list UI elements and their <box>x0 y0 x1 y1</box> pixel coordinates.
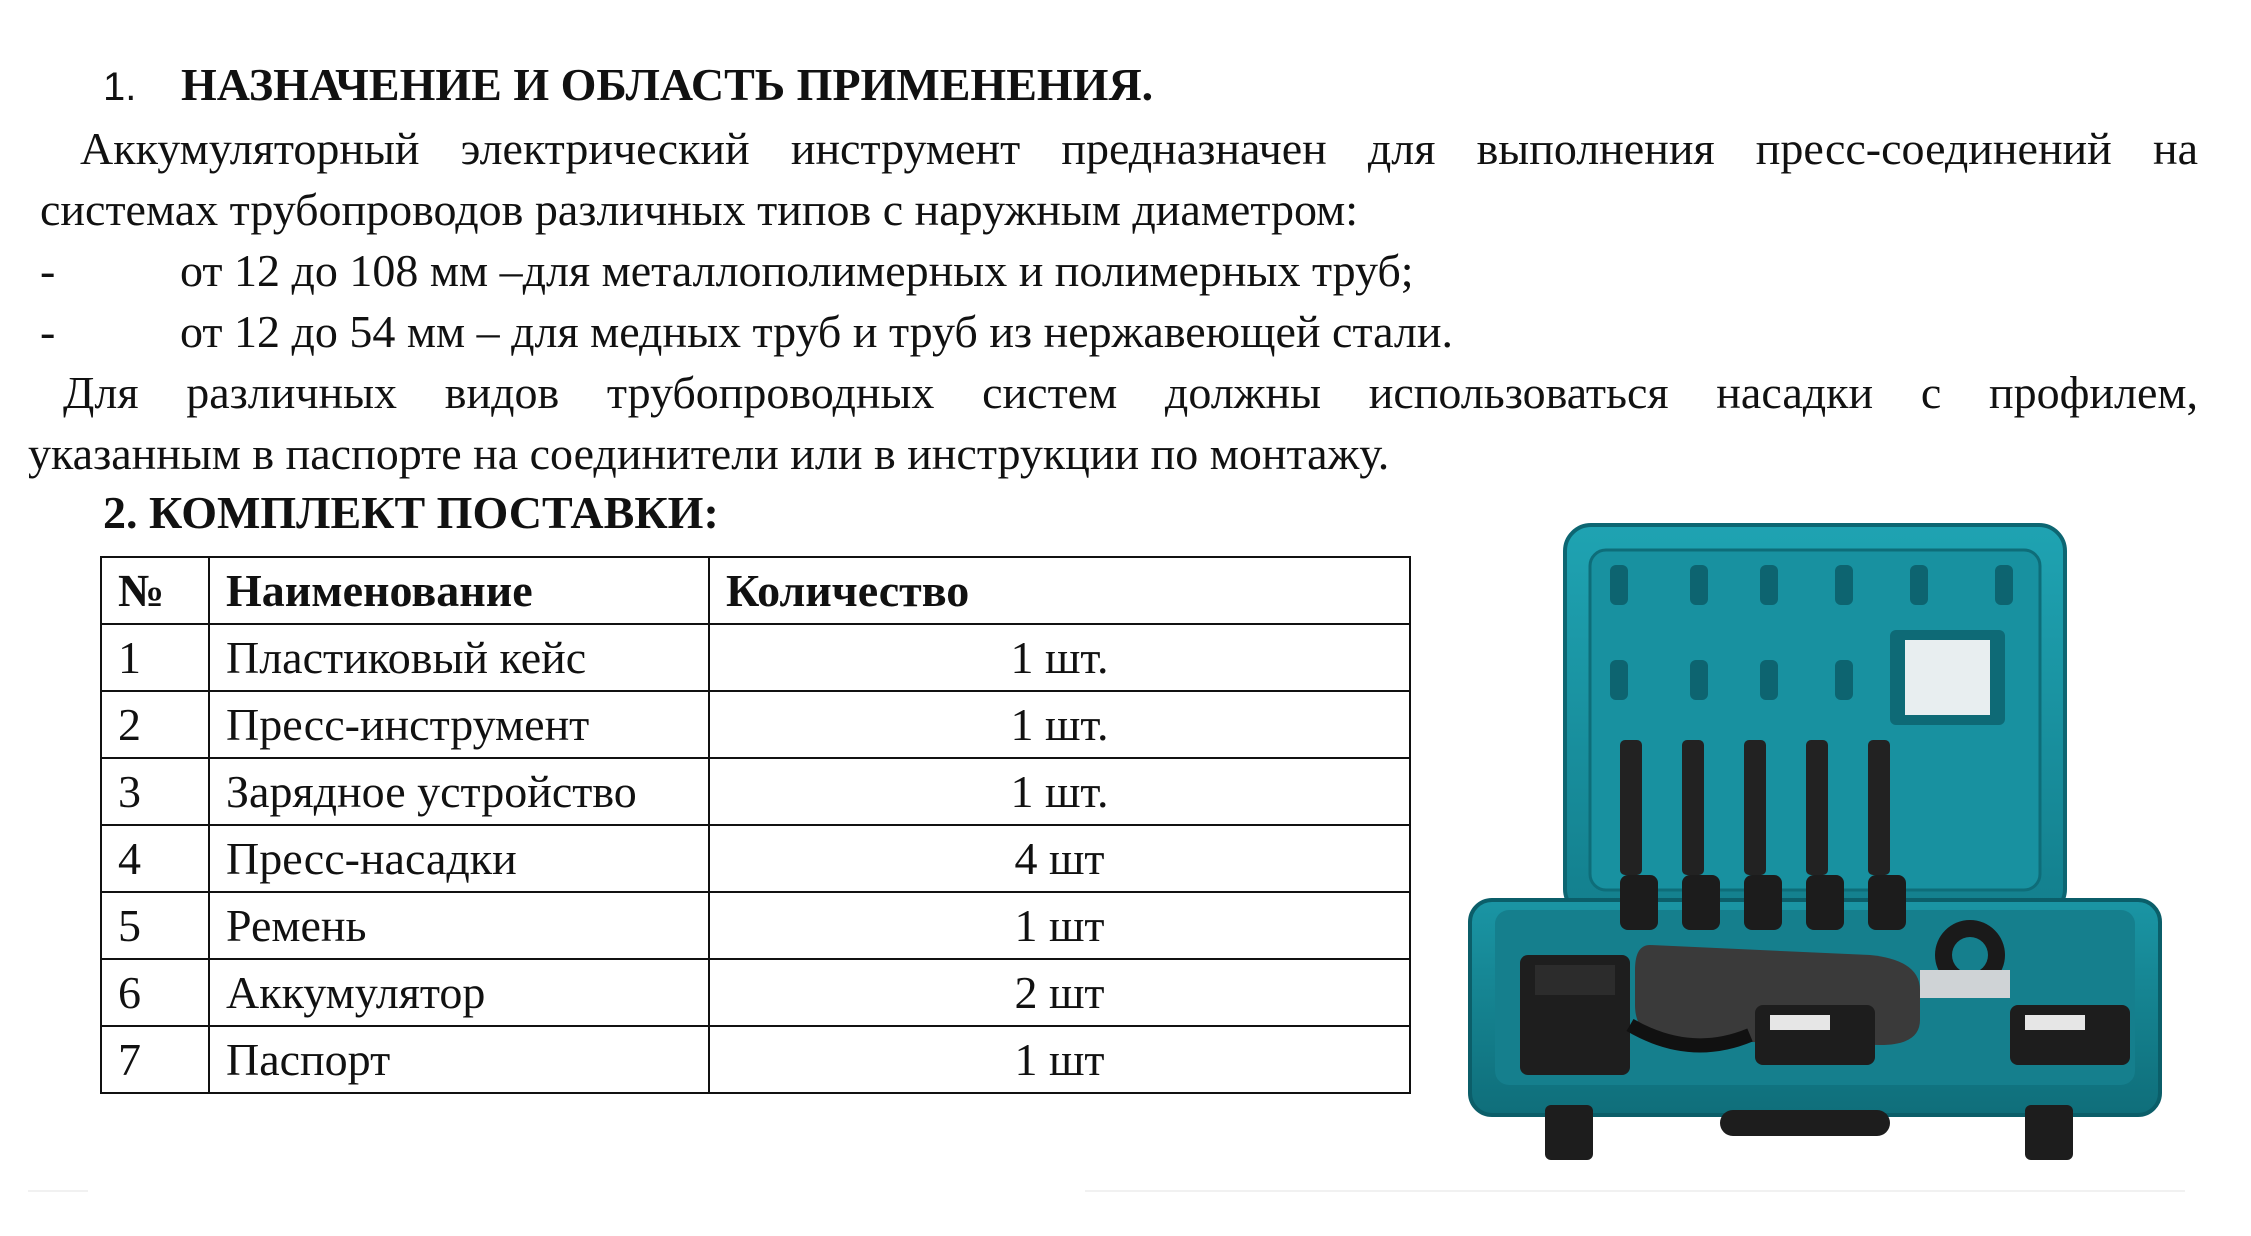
row-name: Аккумулятор <box>209 959 709 1026</box>
bullet-text: от 12 до 54 мм – для медных труб и труб из нержавеющей стали. <box>180 306 1453 357</box>
delivery-set-table <box>100 556 1411 1094</box>
table-row <box>101 825 1410 892</box>
table-header-name: Наименование <box>209 557 709 624</box>
row-quantity: 1 шт <box>709 892 1410 959</box>
paragraph-1-line-1: Аккумуляторный электрический инструмент предназначен для выполнения пресс-соединений на <box>80 123 2198 174</box>
divider <box>28 1190 88 1192</box>
row-quantity: 1 шт <box>709 1026 1410 1093</box>
row-number: 2 <box>101 691 209 758</box>
table-header-quantity: Количество <box>709 557 1410 624</box>
table-row <box>101 691 1410 758</box>
case-lid <box>1565 525 2065 915</box>
table-row <box>101 892 1410 959</box>
battery <box>1755 1005 1875 1065</box>
section-1-number: 1. <box>103 65 137 109</box>
table-row <box>101 959 1410 1026</box>
table-row <box>101 624 1410 691</box>
row-number: 5 <box>101 892 209 959</box>
table-header-row <box>101 557 1410 624</box>
table-row <box>101 758 1410 825</box>
bullet-text: от 12 до 108 мм –для металлополимерных и полимерных труб; <box>180 245 1414 296</box>
table-header-number: № <box>101 557 209 624</box>
bullet-dash: - <box>40 245 56 296</box>
case-base <box>1470 875 2160 1115</box>
row-name: Пресс-инструмент <box>209 691 709 758</box>
row-number: 4 <box>101 825 209 892</box>
row-number: 1 <box>101 624 209 691</box>
row-name: Ремень <box>209 892 709 959</box>
row-name: Паспорт <box>209 1026 709 1093</box>
section-1-title: НАЗНАЧЕНИЕ И ОБЛАСТЬ ПРИМЕНЕНИЯ. <box>181 59 1154 110</box>
row-number: 6 <box>101 959 209 1026</box>
row-number: 3 <box>101 758 209 825</box>
paragraph-2-line-2: указанным в паспорте на соединители или в инструкции по монтажу. <box>28 428 1390 479</box>
section-1-heading <box>103 56 1153 116</box>
row-name: Пресс-насадки <box>209 825 709 892</box>
paragraph-1-line-2: системах трубопроводов различных типов с наружным диаметром: <box>40 184 1359 235</box>
row-number: 7 <box>101 1026 209 1093</box>
row-quantity: 1 шт. <box>709 758 1410 825</box>
row-quantity: 1 шт. <box>709 691 1410 758</box>
paragraph-2-line-1: Для различных видов трубопроводных систем должны использоваться насадки с профилем, <box>63 367 2198 418</box>
divider <box>1085 1190 2185 1192</box>
battery <box>2010 1005 2130 1065</box>
row-name: Зарядное устройство <box>209 758 709 825</box>
row-quantity: 1 шт. <box>709 624 1410 691</box>
row-name: Пластиковый кейс <box>209 624 709 691</box>
table-row <box>101 1026 1410 1093</box>
row-quantity: 2 шт <box>709 959 1410 1026</box>
bullet-dash: - <box>40 306 56 357</box>
row-quantity: 4 шт <box>709 825 1410 892</box>
section-2-heading: 2. КОМПЛЕКТ ПОСТАВКИ: <box>103 487 719 538</box>
tool-case-photo <box>1450 515 2170 1170</box>
